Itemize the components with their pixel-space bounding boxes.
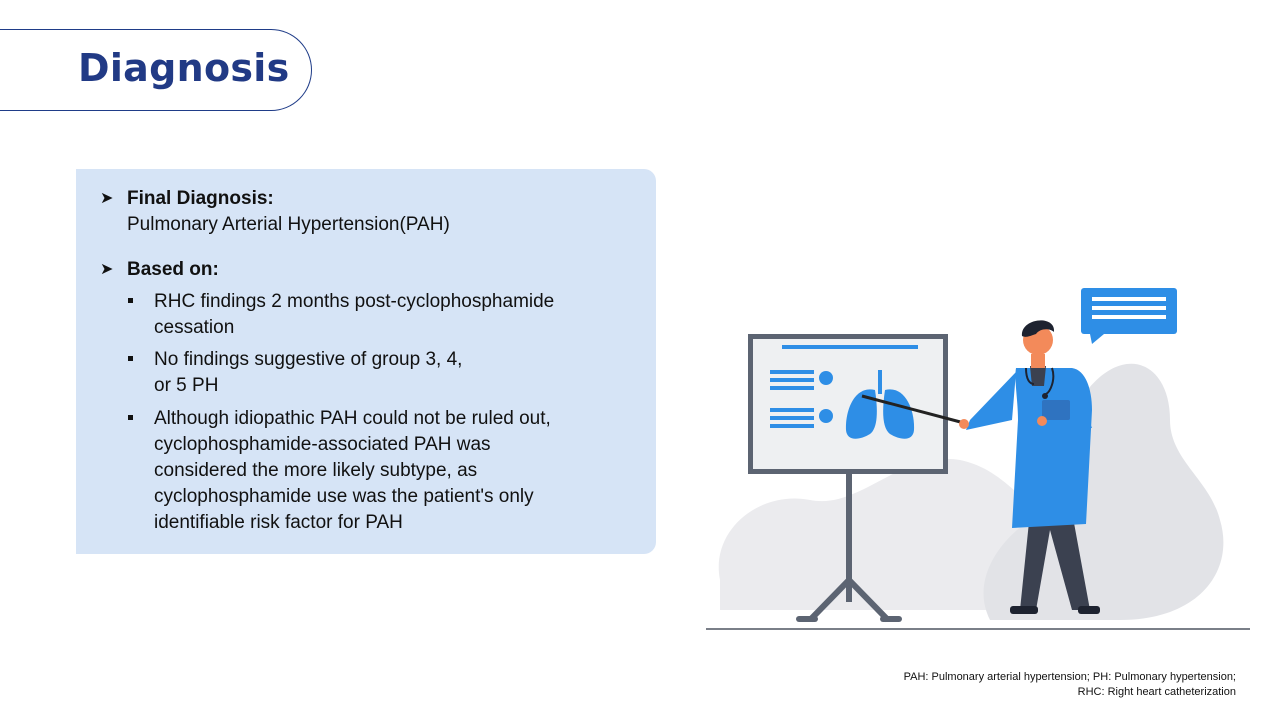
arrow-bullet-icon: ➤: [100, 190, 114, 207]
list-item: Although idiopathic PAH could not be ruled out, cyclophosphamide-associated PAH was considered the more likely subtype, as cyclophosphamide use was the patient's only identifiable risk factor for PAH: [154, 408, 551, 533]
page-title: Diagnosis: [78, 46, 290, 90]
doctor-presentation-illustration: [700, 280, 1260, 640]
floor-line: [706, 628, 1250, 630]
square-bullet-icon: [128, 415, 133, 420]
square-bullet-icon: [128, 298, 133, 303]
list-item: RHC findings 2 months post-cyclophosphamide cessation: [154, 291, 555, 338]
speech-bubble-icon: [1081, 288, 1177, 344]
based-on-label: Based on:: [127, 259, 219, 280]
abbreviations-footnote: PAH: Pulmonary arterial hypertension; PH: Pulmonary hypertension; RHC: Right heart catheterization: [903, 671, 1236, 698]
final-diagnosis-value: Pulmonary Arterial Hypertension(PAH): [127, 214, 450, 235]
arrow-bullet-icon: ➤: [100, 261, 114, 278]
list-item: No findings suggestive of group 3, 4, or 5 PH: [154, 349, 463, 396]
square-bullet-icon: [128, 356, 133, 361]
final-diagnosis-label: Final Diagnosis:: [127, 188, 274, 209]
